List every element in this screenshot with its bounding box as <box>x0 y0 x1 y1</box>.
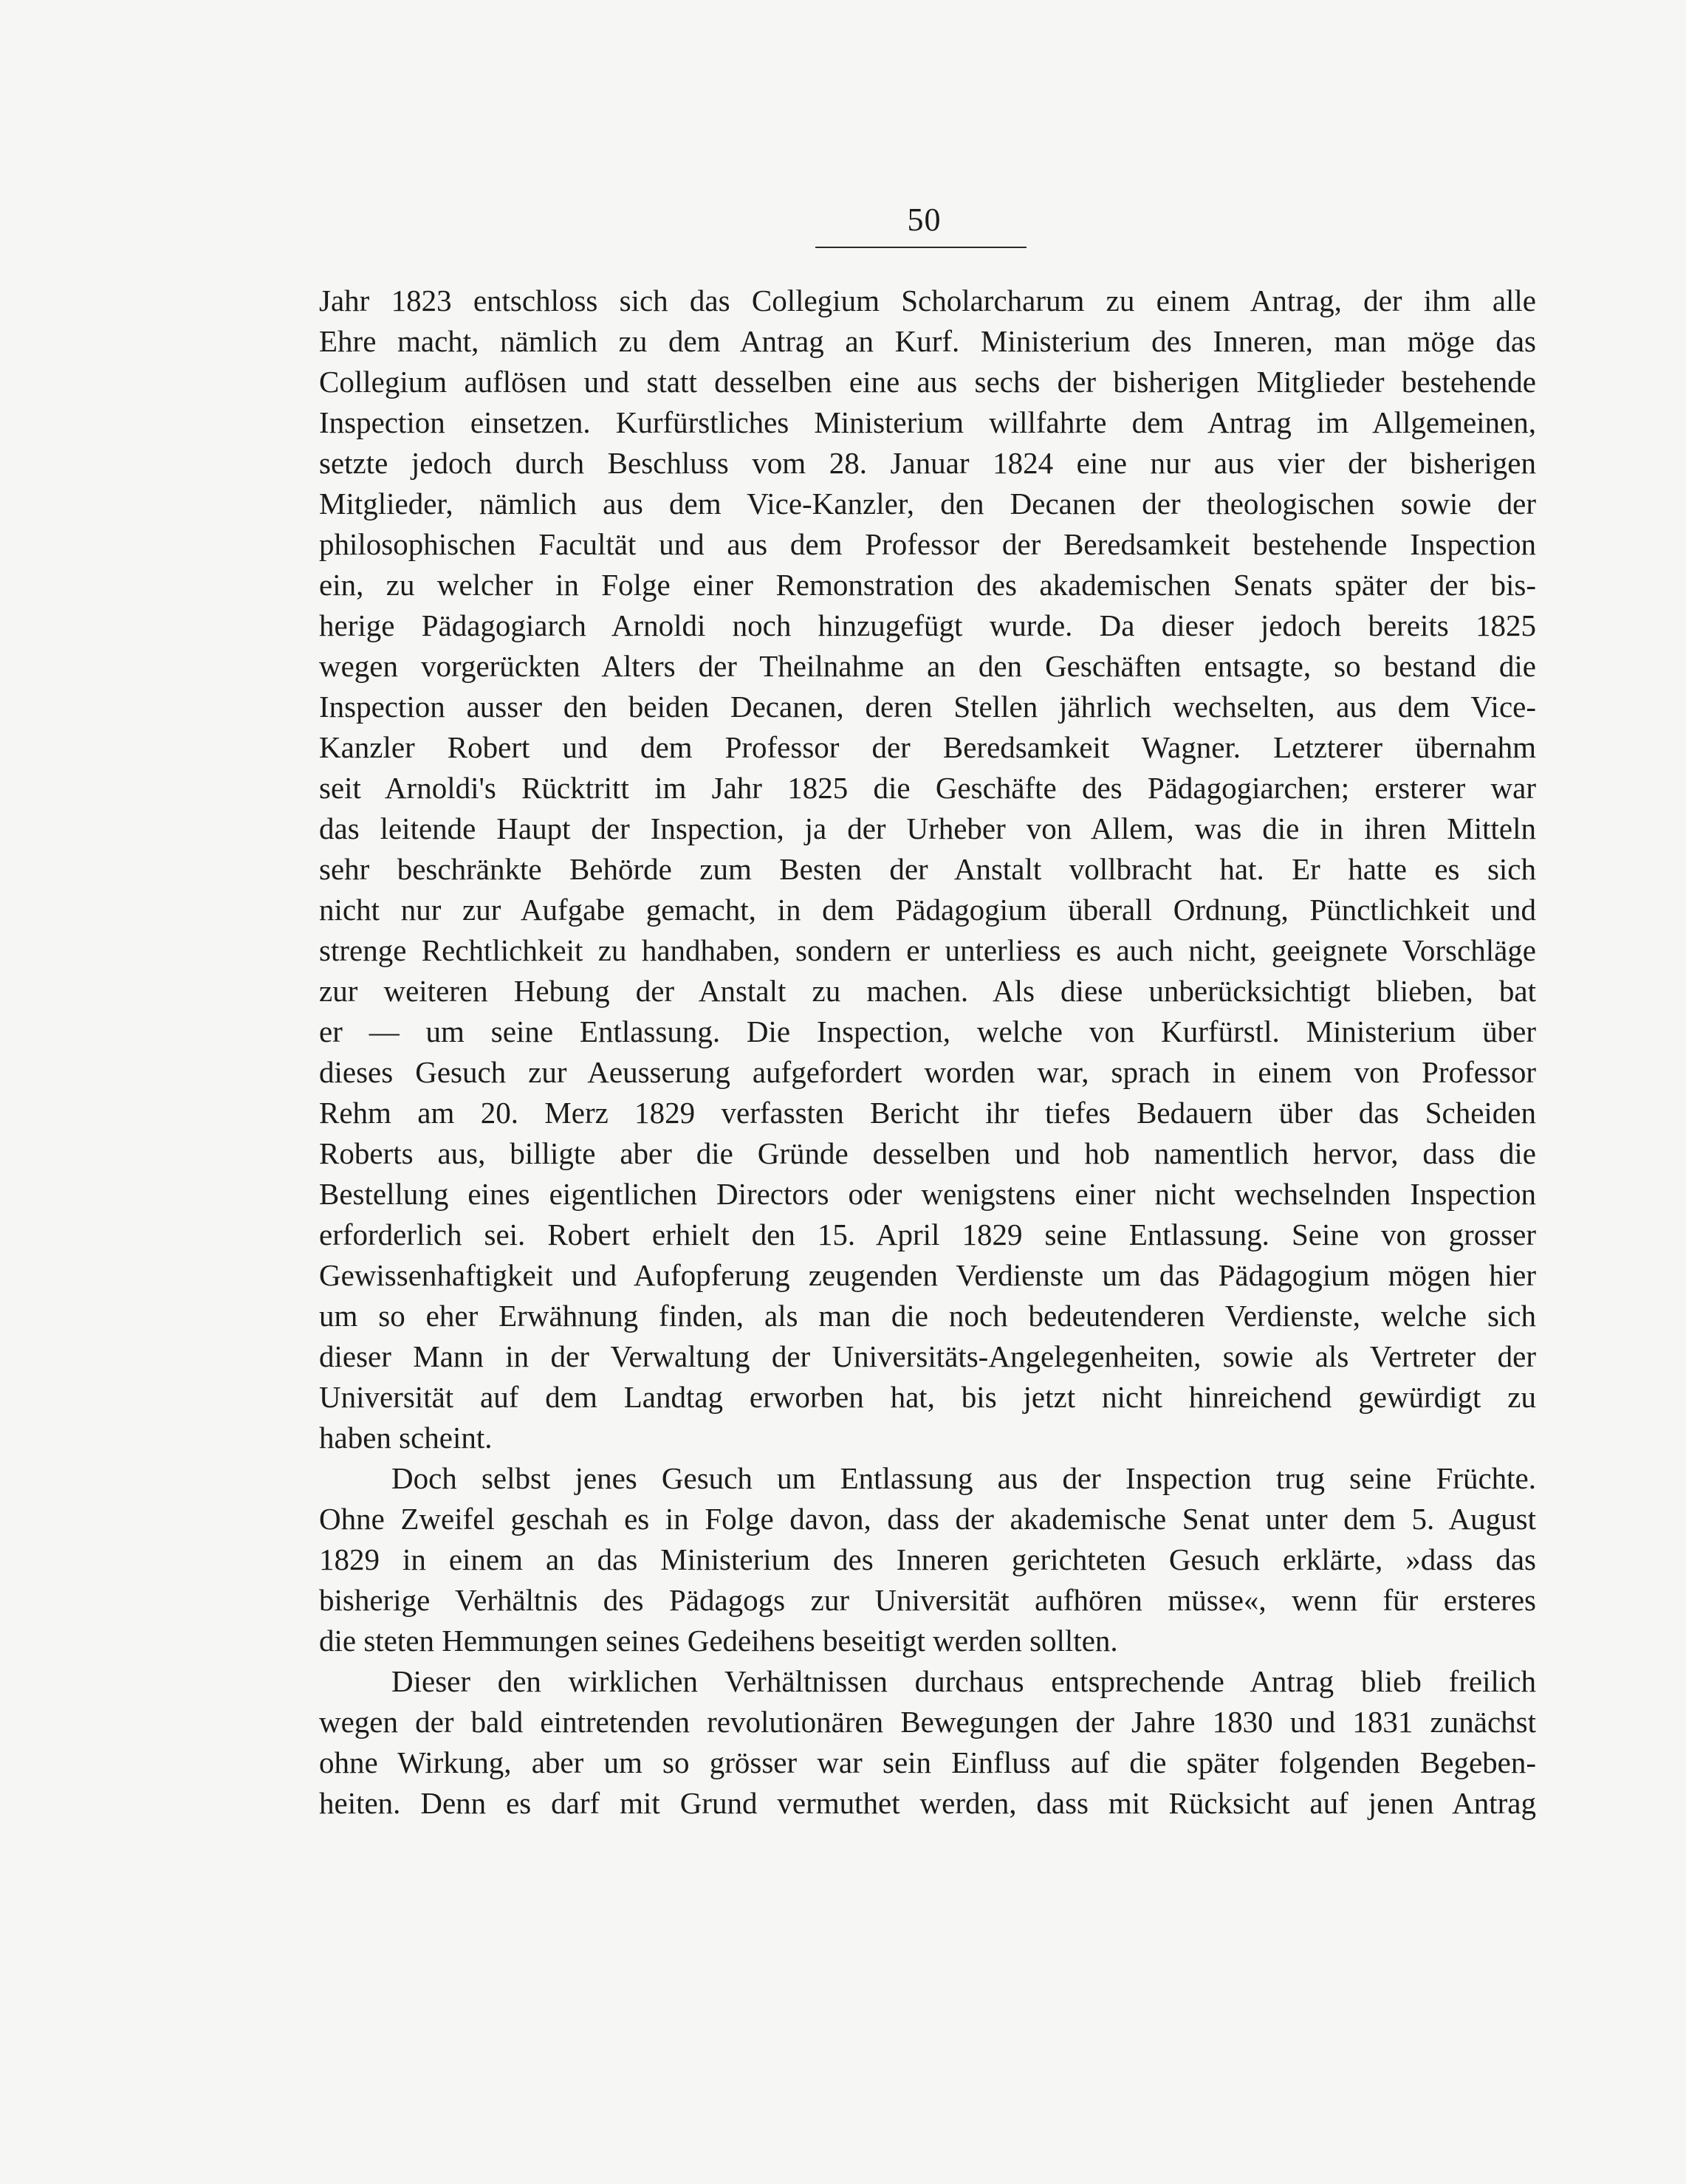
text-line: ein, zu welcher in Folge einer Remonstration des akademischen Senats später der bis- <box>319 568 1536 602</box>
text-line: wegen der bald eintretenden revolutionären Bewegungen der Jahre 1830 und 1831 zunächst <box>319 1705 1536 1739</box>
paragraph-1 <box>319 281 1536 1458</box>
text-line: Universität auf dem Landtag erworben hat, bis jetzt nicht hinreichend gewürdigt zu <box>319 1380 1536 1414</box>
body-text <box>319 281 1536 1824</box>
text-line: setzte jedoch durch Beschluss vom 28. Januar 1824 eine nur aus vier der bisherigen <box>319 446 1536 480</box>
text-line: herige Pädagogiarch Arnoldi noch hinzugefügt wurde. Da dieser jedoch bereits 1825 <box>319 608 1536 642</box>
text-line: zur weiteren Hebung der Anstalt zu machen. Als diese unberücksichtigt blieben, bat <box>319 974 1536 1008</box>
text-line: dieser Mann in der Verwaltung der Universitäts-Angelegenheiten, sowie als Vertreter der <box>319 1339 1536 1373</box>
text-line: seit Arnoldi's Rücktritt im Jahr 1825 die Geschäfte des Pädagogiarchen; ersterer war <box>319 771 1536 805</box>
text-line: 1829 in einem an das Ministerium des Inneren gerichteten Gesuch erklärte, »dass das <box>319 1542 1536 1576</box>
text-line: er — um seine Entlassung. Die Inspection, welche von Kurfürstl. Ministerium über <box>319 1014 1536 1048</box>
text-line: das leitende Haupt der Inspection, ja der Urheber von Allem, was die in ihren Mitteln <box>319 811 1536 845</box>
text-line: Mitglieder, nämlich aus dem Vice-Kanzler, den Decanen der theologischen sowie der <box>319 487 1536 521</box>
paragraph-2 <box>319 1458 1536 1661</box>
text-line: Ohne Zweifel geschah es in Folge davon, dass der akademische Senat unter dem 5. August <box>319 1502 1536 1536</box>
text-line: bisherige Verhältnis des Pädagogs zur Universität aufhören müsse«, wenn für ersteres <box>319 1583 1536 1617</box>
text-line: die steten Hemmungen seines Gedeihens beseitigt werden sollten. <box>319 1624 1118 1658</box>
text-line: ohne Wirkung, aber um so grösser war sein Einfluss auf die später folgenden Begeben- <box>319 1745 1536 1779</box>
paragraph-3 <box>319 1661 1536 1824</box>
text-line: Gewissenhaftigkeit und Aufopferung zeugenden Verdienste um das Pädagogium mögen hier <box>319 1258 1536 1292</box>
text-line: um so eher Erwähnung finden, als man die noch bedeutenderen Verdienste, welche sich <box>319 1299 1536 1333</box>
text-line: sehr beschränkte Behörde zum Besten der Anstalt vollbracht hat. Er hatte es sich <box>319 852 1536 886</box>
text-line: erforderlich sei. Robert erhielt den 15. April 1829 seine Entlassung. Seine von grosser <box>319 1218 1536 1251</box>
text-line: dieses Gesuch zur Aeusserung aufgefordert worden war, sprach in einem von Professor <box>319 1055 1536 1089</box>
text-line: Ehre macht, nämlich zu dem Antrag an Kurf. Ministerium des Inneren, man möge das <box>319 324 1536 358</box>
text-line: Kanzler Robert und dem Professor der Beredsamkeit Wagner. Letzterer übernahm <box>319 730 1536 764</box>
text-line: Dieser den wirklichen Verhältnissen durchaus entsprechende Antrag blieb freilich <box>391 1664 1536 1698</box>
text-line: Jahr 1823 entschloss sich das Collegium Scholarcharum zu einem Antrag, der ihm alle <box>319 284 1536 317</box>
text-line: nicht nur zur Aufgabe gemacht, in dem Pädagogium überall Ordnung, Pünctlichkeit und <box>319 893 1536 927</box>
text-line: Inspection einsetzen. Kurfürstliches Ministerium willfahrte dem Antrag im Allgemeinen, <box>319 405 1536 439</box>
text-line: heiten. Denn es darf mit Grund vermuthet werden, dass mit Rücksicht auf jenen Antrag <box>319 1786 1536 1820</box>
text-line: Roberts aus, billigte aber die Gründe desselben und hob namentlich hervor, dass die <box>319 1136 1536 1170</box>
text-line: Collegium auflösen und statt desselben eine aus sechs der bisherigen Mitglieder bestehende <box>319 365 1536 399</box>
text-line: Bestellung eines eigentlichen Directors oder wenigstens einer nicht wechselnden Inspection <box>319 1177 1536 1211</box>
text-line: strenge Rechtlichkeit zu handhaben, sondern er unterliess es auch nicht, geeignete Vorschläge <box>319 933 1536 967</box>
text-line: Doch selbst jenes Gesuch um Entlassung aus der Inspection trug seine Früchte. <box>391 1461 1536 1495</box>
text-line: philosophischen Facultät und aus dem Professor der Beredsamkeit bestehende Inspection <box>319 527 1536 561</box>
text-line: wegen vorgerückten Alters der Theilnahme an den Geschäften entsagte, so bestand die <box>319 649 1536 683</box>
header-rule <box>815 247 1027 248</box>
text-line: Rehm am 20. Merz 1829 verfassten Bericht ihr tiefes Bedauern über das Scheiden <box>319 1096 1536 1130</box>
text-line: haben scheint. <box>319 1421 493 1455</box>
page-number: 50 <box>907 202 942 238</box>
text-line: Inspection ausser den beiden Decanen, deren Stellen jährlich wechselten, aus dem Vice- <box>319 690 1536 724</box>
